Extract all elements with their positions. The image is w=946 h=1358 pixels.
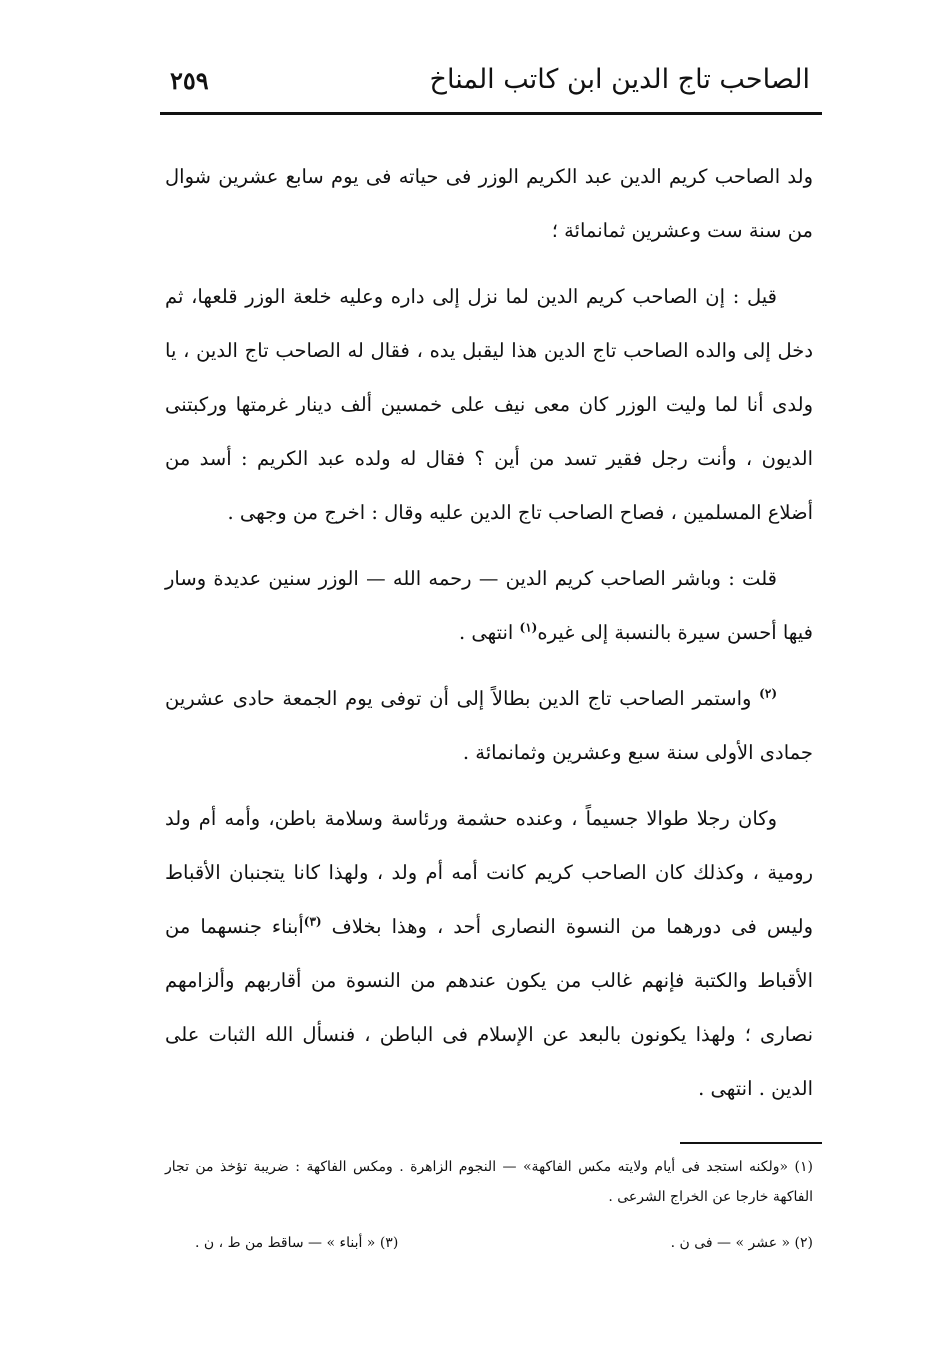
main-text [165, 150, 813, 1128]
paragraph-text: واستمر الصاحب تاج الدين بطالاً إلى أن توفى يوم الجمعة حادى عشرين جمادى الأولى سنة سبع وعشرين وثمانمائة . [165, 687, 813, 764]
page-number: ٢٥٩ [170, 66, 209, 95]
footnote-1: (١) «ولكنه استجد فى أيام ولايته مكس الفاكهة» — النجوم الزاهرة . ومكس الفاكهة : ضريبة تؤخذ من تجار الفاكهة خارجا عن الخراج الشرعى . [165, 1159, 813, 1205]
paragraph-birth: ولد الصاحب كريم الدين عبد الكريم الوزر فى حياته فى يوم سابع عشرين شوال من سنة ست وعشرين ثمانمائة ؛ [165, 165, 813, 242]
page-header [160, 58, 810, 108]
footnote-row [165, 1228, 813, 1258]
paragraph-description [165, 792, 813, 1116]
footnote-ref-1: (١) [519, 620, 538, 635]
header-rule [160, 112, 822, 115]
paragraph-text: انتهى . [458, 621, 514, 644]
paragraph-text: وكان رجلا طوالا جسيماً ، وعنده حشمة ورئاسة وسلامة باطن، وأمه أم ولد رومية ، وكذلك كان الصاحب كريم كانت أمه أم ولد ، ولهذا كانا يتجنبان الأقباط وليس فى دورهما من النسوة النصارى أحد ، وهذا بخلاف [165, 807, 813, 938]
paragraph-text: أبناء جنسهما من الأقباط والكتبة فإنهم غالب من يكون عندهم من النسوة من أقاربهم وألزامهم نصارى ؛ ولهذا يكونون بالبعد عن الإسلام فى الباطن ، فنسأل الله الثبات على الدين . انتهى . [165, 915, 813, 1100]
footnote-3: (٣) « أبناء » — ساقط من ط ، ن . [195, 1235, 399, 1251]
footnote-ref-3: (٣) [303, 914, 322, 929]
footnote-rule [680, 1142, 822, 1144]
paragraph-anecdote: قيل : إن الصاحب كريم الدين لما نزل إلى داره وعليه خلعة الوزر قلعها، ثم دخل إلى والده الصاحب تاج الدين هذا ليقبل يده ، فقال له الصاحب تاج الدين ، يا ولدى أنا لما وليت الوزر كان معى نيف على خمسين ألف دينار غرمتها وركبتنى الديون ، وأنت رجل فقير تسد من أين ؟ فقال له ولده عبد الكريم : أسد من أضلاع المسلمين ، فصاح الصاحب تاج الدين عليه وقال : اخرج من وجهى . [165, 285, 813, 524]
paragraph-text: قلت : وباشر الصاحب كريم الدين — رحمه الله — الوزر سنين عديدة وسار فيها أحسن سيرة بالنسبة إلى غيره [165, 567, 813, 644]
footnote-ref-2: (٢) [759, 686, 777, 701]
footnotes [165, 1152, 813, 1258]
running-title: الصاحب تاج الدين ابن كاتب المناخ [429, 64, 810, 95]
paragraph-death [165, 672, 813, 780]
footnote-2: (٢) « عشر » — فى ن . [670, 1235, 813, 1251]
paragraph-tenure [165, 552, 813, 660]
